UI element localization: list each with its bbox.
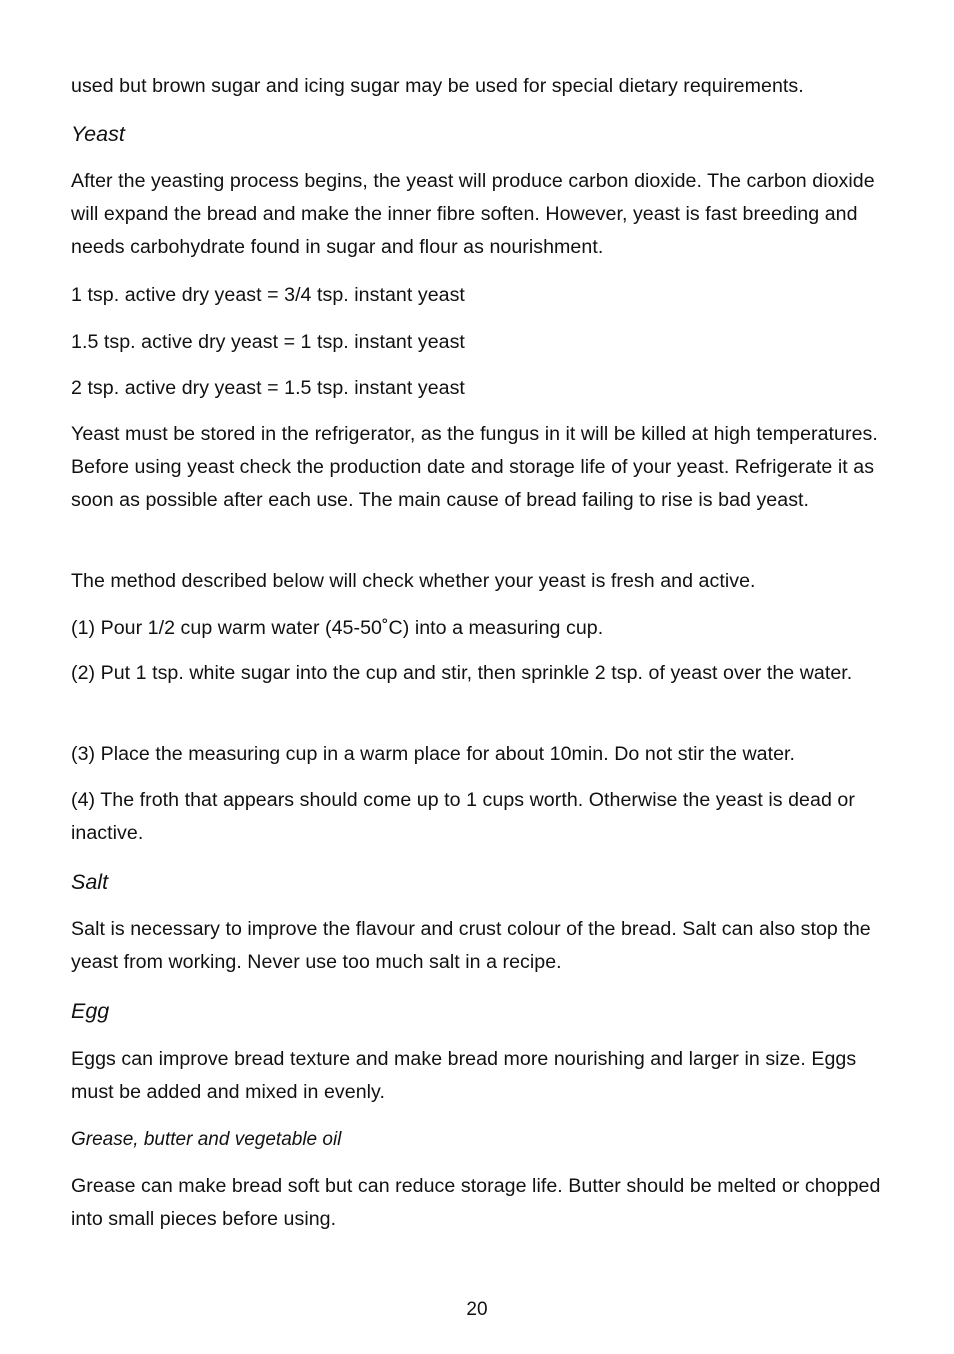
yeast-description: After the yeasting process begins, the yeast will produce carbon dioxide. The carbon dioxide will expand the bread and make the inner fibre soften. However, yeast is fast breeding and needs carbohydrate found in sugar and flour as nourishment.	[71, 170, 875, 258]
yeast-step-2: (2) Put 1 tsp. white sugar into the cup and stir, then sprinkle 2 tsp. of yeast over the water.	[71, 662, 853, 684]
yeast-conversion-1: 1 tsp. active dry yeast = 3/4 tsp. instant yeast	[71, 284, 465, 306]
section-heading-yeast: Yeast	[71, 122, 125, 146]
section-heading-salt: Salt	[71, 870, 109, 894]
yeast-step-3: (3) Place the measuring cup in a warm place for about 10min. Do not stir the water.	[71, 743, 796, 765]
yeast-step-4: (4) The froth that appears should come up to 1 cups worth. Otherwise the yeast is dead or inactive.	[71, 789, 855, 844]
salt-description: Salt is necessary to improve the flavour and crust colour of the bread. Salt can also stop the yeast from working. Never use too much salt in a recipe.	[71, 918, 871, 973]
egg-description: Eggs can improve bread texture and make bread more nourishing and larger in size. Eggs must be added and mixed in evenly.	[71, 1048, 857, 1103]
page-number: 20	[466, 1299, 488, 1320]
section-heading-egg: Egg	[71, 999, 110, 1023]
yeast-storage: Yeast must be stored in the refrigerator, as the fungus in it will be killed at high temperatures. Before using yeast check the production date and storage life of your yeast. Refrigerate it as soon as possible after each use. The main cause of bread failing to rise is bad yeast.	[71, 423, 878, 511]
intro-text: used but brown sugar and icing sugar may be used for special dietary requirements.	[71, 75, 804, 97]
yeast-conversion-2: 1.5 tsp. active dry yeast = 1 tsp. instant yeast	[71, 331, 465, 353]
grease-description: Grease can make bread soft but can reduce storage life. Butter should be melted or chopped into small pieces before using.	[71, 1175, 881, 1230]
yeast-conversion-3: 2 tsp. active dry yeast = 1.5 tsp. instant yeast	[71, 377, 465, 399]
yeast-step-1: (1) Pour 1/2 cup warm water (45-50˚C) into a measuring cup.	[71, 617, 604, 639]
section-heading-grease: Grease, butter and vegetable oil	[71, 1129, 342, 1150]
yeast-method-intro: The method described below will check whether your yeast is fresh and active.	[71, 570, 756, 592]
